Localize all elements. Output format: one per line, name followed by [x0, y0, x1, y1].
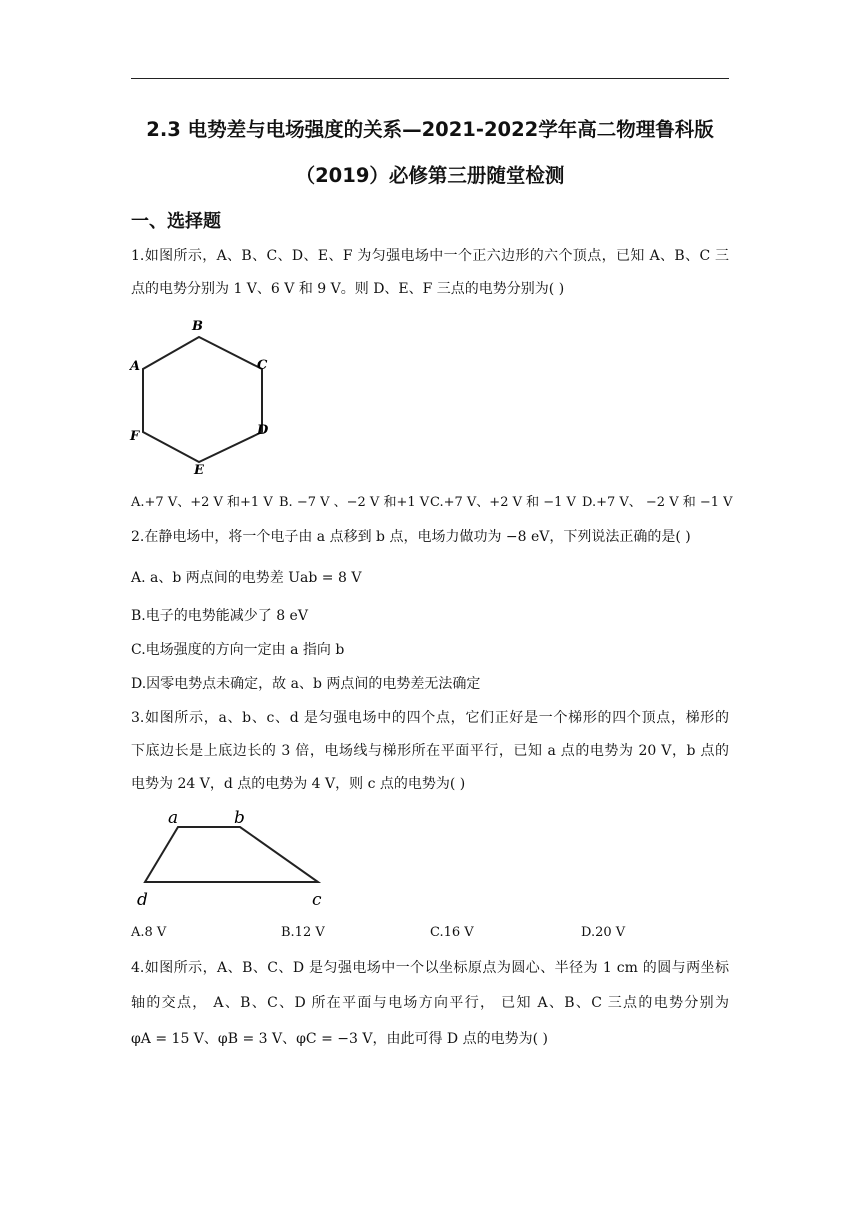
section-heading: 一、选择题	[131, 211, 221, 232]
q4-text-line-1: 4.如图所示，A、B、C、D 是匀强电场中一个以坐标原点为圆心、半径为 1 cm 的圆与两坐标	[131, 960, 729, 976]
q3-text-line-2: 下底边长是上底边长的 3 倍，电场线与梯形所在平面平行，已知 a 点的电势为 20 V，b 点的	[131, 743, 729, 759]
hexagon-label-a: A	[130, 359, 141, 374]
hexagon-label-b: B	[192, 319, 203, 334]
hexagon-label-e: E	[194, 463, 204, 478]
trapezoid-label-a: a	[168, 808, 179, 828]
trapezoid-label-b: b	[234, 808, 245, 828]
q2-option-c: C.电场强度的方向一定由 a 指向 b	[131, 642, 345, 658]
q4-text-line-3: φA = 15 V、φB = 3 V、φC = −3 V，由此可得 D 点的电势为( )	[131, 1031, 548, 1047]
q3-option-b: B.12 V	[281, 925, 325, 940]
document-title-line-2: （2019）必修第三册随堂检测	[295, 164, 565, 187]
q1-text-line-2: 点的电势分别为 1 V、6 V 和 9 V。则 D、E、F 三点的电势分别为( )	[131, 281, 565, 297]
trapezoid-label-d: d	[137, 890, 148, 910]
q3-text-line-1: 3.如图所示，a、b、c、d 是匀强电场中的四个点，它们正好是一个梯形的四个顶点，梯形的	[131, 710, 729, 726]
hexagon-figure	[126, 314, 276, 479]
q2-option-b: B.电子的电势能减少了 8 eV	[131, 608, 308, 624]
q2-option-a: A. a、b 两点间的电势差 Uab = 8 V	[131, 570, 362, 586]
q3-option-a: A.8 V	[131, 925, 167, 940]
q1-option-b: B. −7 V 、−2 V 和+1 V	[279, 495, 430, 510]
document-title-line-1: 2.3 电势差与电场强度的关系—2021-2022学年高二物理鲁科版	[146, 118, 714, 141]
q1-option-d: D.+7 V、 −2 V 和 −1 V	[582, 495, 733, 510]
hexagon-label-c: C	[257, 358, 268, 373]
q3-text-line-3: 电势为 24 V，d 点的电势为 4 V，则 c 点的电势为( )	[131, 776, 466, 792]
hexagon-label-f: F	[130, 429, 140, 444]
q2-text-line-1: 2.在静电场中，将一个电子由 a 点移到 b 点，电场力做功为 −8 eV，下列说法正确的是( )	[131, 529, 691, 545]
trapezoid-label-c: c	[312, 890, 322, 910]
q1-text-line-1: 1.如图所示，A、B、C、D、E、F 为匀强电场中一个正六边形的六个顶点，已知 A、B、C 三	[131, 248, 729, 264]
q2-option-d: D.因零电势点未确定，故 a、b 两点间的电势差无法确定	[131, 676, 481, 692]
q4-text-line-2: 轴的交点， A、B、C、D 所在平面与电场方向平行， 已知 A、B、C 三点的电势分别为	[131, 995, 729, 1011]
trapezoid-figure	[128, 803, 328, 915]
q1-option-a: A.+7 V、+2 V 和+1 V	[131, 495, 273, 510]
q3-option-d: D.20 V	[581, 925, 626, 940]
q3-option-c: C.16 V	[430, 925, 474, 940]
hexagon-label-d: D	[257, 423, 269, 438]
header-rule	[131, 78, 729, 79]
q1-option-c: C.+7 V、+2 V 和 −1 V	[430, 495, 576, 510]
